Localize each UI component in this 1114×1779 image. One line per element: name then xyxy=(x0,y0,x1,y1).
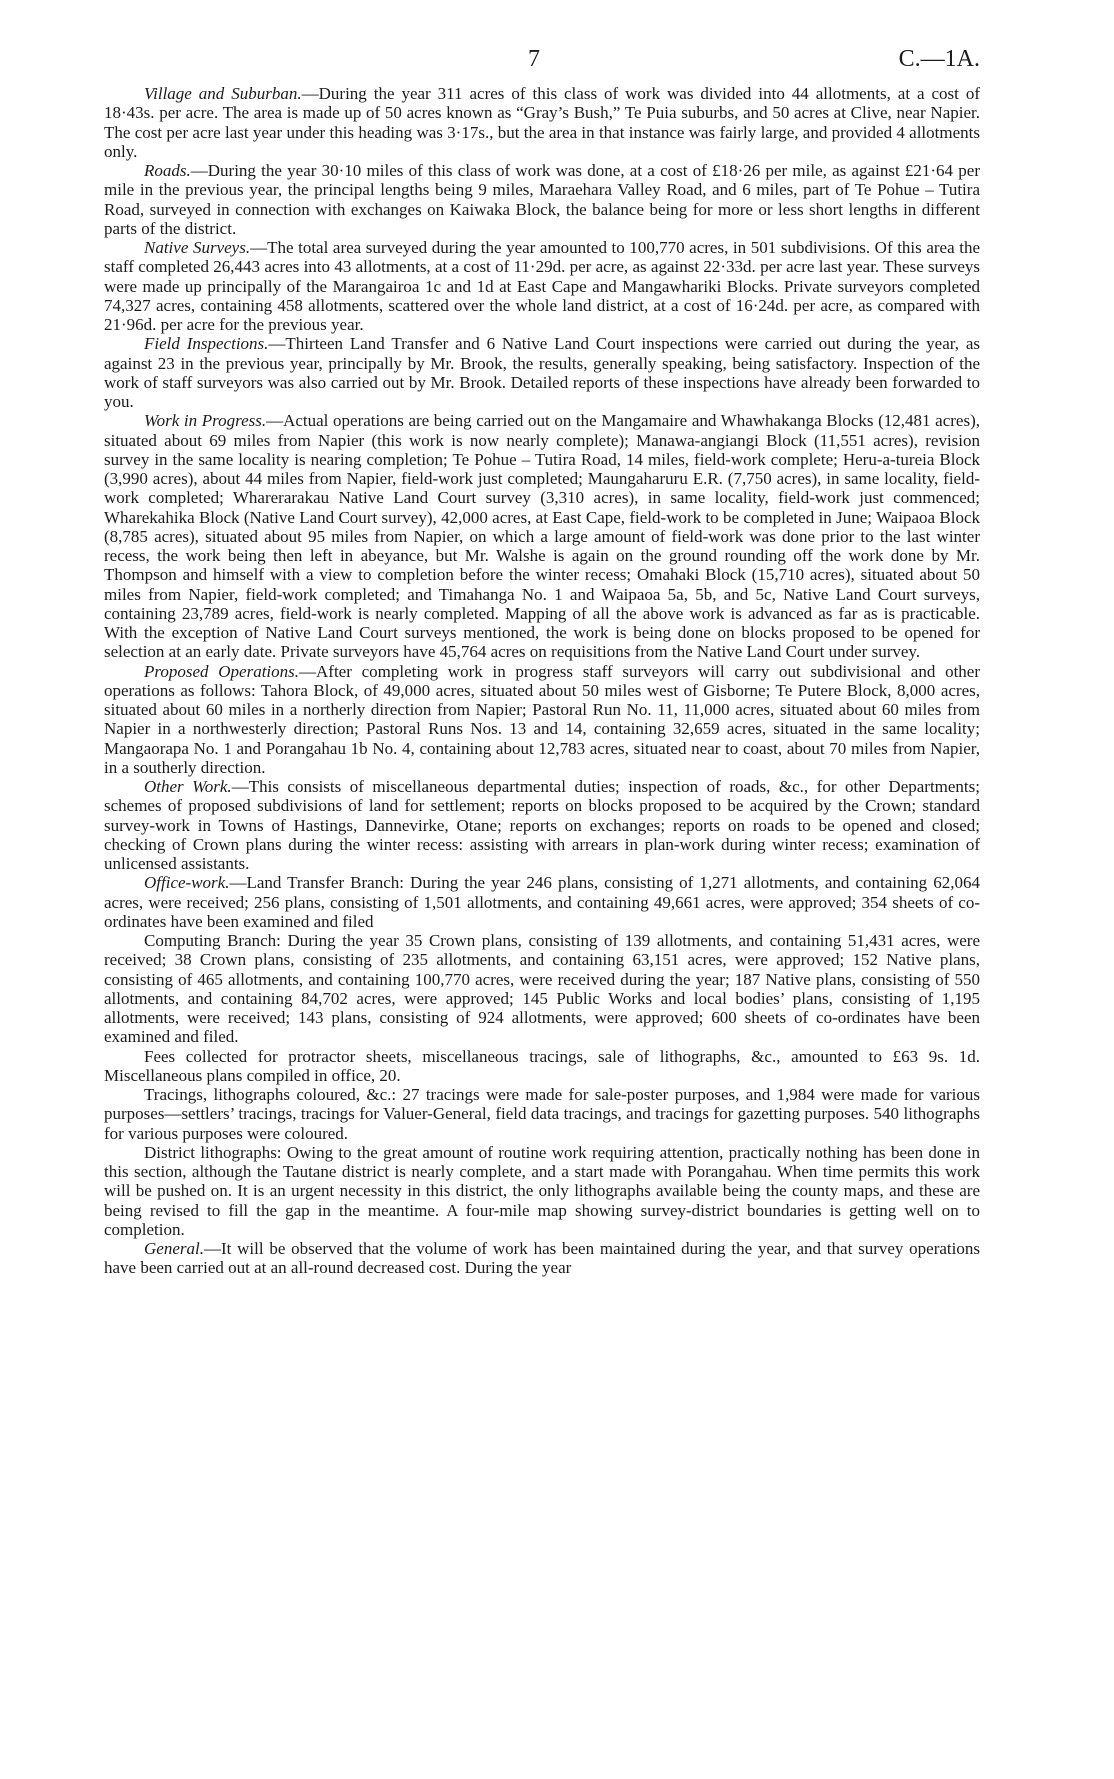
document-reference: C.—1A. xyxy=(898,46,980,72)
paragraph-text: Fees collected for protractor sheets, miscellaneous tracings, sale of lithographs, &c., amounted to £63 9s. 1d. Miscellaneous plans compiled in office, 20. xyxy=(104,1046,980,1085)
paragraph-tracings xyxy=(104,1085,980,1143)
paragraph-heading: Field Inspections. xyxy=(144,334,269,354)
paragraph-proposed-operations xyxy=(104,662,980,778)
paragraph-text: Tracings, lithographs coloured, &c.: 27 tracings were made for sale-poster purposes, and 1,984 were made for various purposes—settlers’ tracings, tracings for Valuer-General, field data tracings, and tracings for gazetting purposes. 540 lithographs for various purposes were coloured. xyxy=(104,1085,980,1143)
paragraph-heading: Village and Suburban. xyxy=(144,84,302,103)
paragraph-heading: Other Work. xyxy=(144,777,232,796)
paragraph-work-in-progress xyxy=(104,411,980,661)
paragraph-text: Computing Branch: During the year 35 Crown plans, consisting of 139 allotments, and containing 51,431 acres, were received; 38 Crown plans, consisting of 235 allotments, and containing 63,151 acres, were approved; 152 Native plans, consisting of 465 allotments, and containing 100,770 acres, were received during the year; 187 Native plans, consisting of 550 allotments, and containing 84,702 acres, were approved; 145 Public Works and local bodies’ plans, consisting of 1,195 allotments, were received; 143 plans, consisting of 924 allotments, were approved; 600 sheets of co-ordinates have been examined and filed. xyxy=(104,931,980,1047)
paragraph-text: —Actual operations are being carried out on the Mangamaire and Whawhakanga Blocks (12,481 acres), situated about 69 miles from Napier (this work is now nearly complete); Manawa-angiangi Block (11,551 acres), revision survey in the same locality is nearing completion; Te Pohue – Tutira Road, 14 miles, field-work complete; Heru-a-tureia Block (3,990 acres), about 44 miles from Napier, field-work just completed; Maungaharuru E.R. (7,750 acres), in same locality, field-work completed; Wharerarakau Native Land Court survey (3,310 acres), in same locality, field-work just commenced; Wharekahika Block (Native Land Court survey), 42,000 acres, at East Cape, field-work to be completed in June; Waipaoa Block (8,785 acres), situated about 95 miles from Napier, on which a large amount of field-work was done prior to the last winter recess, the work being then left in abeyance, but Mr. Walshe is again on the ground rounding off the work done by Mr. Thompson and himself with a view to completion before the winter recess; Omahaki Block (15,710 acres), situated about 50 miles from Napier, field-work completed; and Timahanga No. 1 and Waipaoa 5a, 5b, and 5c, Native Land Court surveys, containing 23,789 acres, field-work is nearly completed. Mapping of all the above work is advanced as far as is practicable. With the exception of Native Land Court surveys mentioned, the work is being done on blocks proposed to be opened for selection at an early date. Private surveyors have 45,764 acres on requisitions from the Native Land Court under survey. xyxy=(104,411,980,662)
document-page xyxy=(104,46,980,1278)
paragraph-heading: Work in Progress. xyxy=(144,411,267,431)
paragraph-native-surveys xyxy=(104,238,980,334)
paragraph-computing-branch xyxy=(104,931,980,1047)
paragraph-district-lithographs xyxy=(104,1143,980,1239)
paragraph-general xyxy=(104,1239,980,1278)
paragraph-field-inspections xyxy=(104,334,980,411)
paragraph-heading: General. xyxy=(144,1239,204,1258)
paragraph-heading: Native Surveys. xyxy=(144,238,251,257)
paragraph-heading: Proposed Operations. xyxy=(144,661,300,681)
paragraph-office-work xyxy=(104,873,980,931)
paragraph-text: —During the year 30·10 miles of this class of work was done, at a cost of £18·26 per mile, as against £21·64 per mile in the previous year, the principal lengths being 9 miles, Maraehara Valley Road, and 6 miles, part of Te Pohue – Tutira Road, surveyed in connection with exchanges on Kaiwaka Block, the balance being for more or less short lengths in different parts of the district. xyxy=(104,161,980,238)
paragraph-heading: Roads. xyxy=(144,161,191,180)
paragraph-text: —Land Transfer Branch: During the year 246 plans, consisting of 1,271 allotments, and containing 62,064 acres, were received; 256 plans, consisting of 1,501 allotments, and containing 49,661 acres, were approved; 354 sheets of co-ordinates have been examined and filed xyxy=(104,873,980,931)
page-header xyxy=(104,46,980,84)
paragraph-text: —During the year 311 acres of this class of work was divided into 44 allotments, at a cost of 18·43s. per acre. The area is made up of 50 acres known as “Gray’s Bush,” Te Puia suburbs, and 50 acres at Clive, near Napier. The cost per acre last year under this heading was 3·17s., but the area in that instance was fairly large, and provided 4 allotments only. xyxy=(104,84,981,161)
paragraph-text: —This consists of miscellaneous departmental duties; inspection of roads, &c., for other Departments; schemes of proposed subdivisions of land for settlement; reports on blocks proposed to be acquired by the Crown; standard survey-work in Towns of Hastings, Dannevirke, Otane; reports on exchanges; reports on roads to be opened and closed; checking of Crown plans during the winter recess: assisting with arrears in plan-work during winter recess; examination of unlicensed assistants. xyxy=(104,777,980,873)
paragraph-text: —It will be observed that the volume of work has been maintained during the year, and that survey operations have been carried out at an all-round decreased cost. During the year xyxy=(104,1239,980,1278)
paragraph-roads xyxy=(104,161,980,238)
paragraph-text: —The total area surveyed during the year amounted to 100,770 acres, in 501 subdivisions. Of this area the staff completed 26,443 acres into 43 allotments, at a cost of 11·29d. per acre, as against 22·33d. per acre last year. These surveys were made up principally of the Marangairoa 1c and 1d at East Cape and Mangawhariki Blocks. Private surveyors completed 74,327 acres, containing 458 allotments, scattered over the whole land district, at a cost of 16·24d. per acre, as compared with 21·96d. per acre for the previous year. xyxy=(104,238,980,334)
page-number: 7 xyxy=(528,46,540,72)
paragraph-fees-collected xyxy=(104,1047,980,1086)
paragraph-text: —Thirteen Land Transfer and 6 Native Land Court inspections were carried out during the year, as against 23 in the previous year, principally by Mr. Brook, the results, generally speaking, being satisfactory. Inspection of the work of staff surveyors was also carried out by Mr. Brook. Detailed reports of these inspections have already been forwarded to you. xyxy=(104,334,980,411)
paragraph-village-suburban xyxy=(104,84,980,161)
paragraph-text: —After completing work in progress staff surveyors will carry out subdivisional and other operations as follows: Tahora Block, of 49,000 acres, situated about 50 miles west of Gisborne; Te Putere Block, 8,000 acres, situated about 60 miles in a northerly direction from Napier; Pastoral Run No. 11, 11,000 acres, situated about 60 miles from Napier in a northwesterly direction; Pastoral Runs Nos. 13 and 14, containing 32,659 acres, situated in the same locality; Mangaorapa No. 1 and Porangahau 1b No. 4, containing about 12,783 acres, situated near to coast, about 70 miles from Napier, in a southerly direction. xyxy=(104,661,981,777)
paragraph-other-work xyxy=(104,777,980,873)
paragraph-text: District lithographs: Owing to the great amount of routine work requiring attention, practically nothing has been done in this section, although the Tautane district is nearly complete, and a start made with Porangahau. When time permits this work will be pushed on. It is an urgent necessity in this district, the only lithographs available being the county maps, and these are being revised to fill the gap in the meantime. A four-mile map showing survey-district boundaries is getting well on to completion. xyxy=(104,1142,980,1239)
paragraph-heading: Office-work. xyxy=(144,873,230,893)
